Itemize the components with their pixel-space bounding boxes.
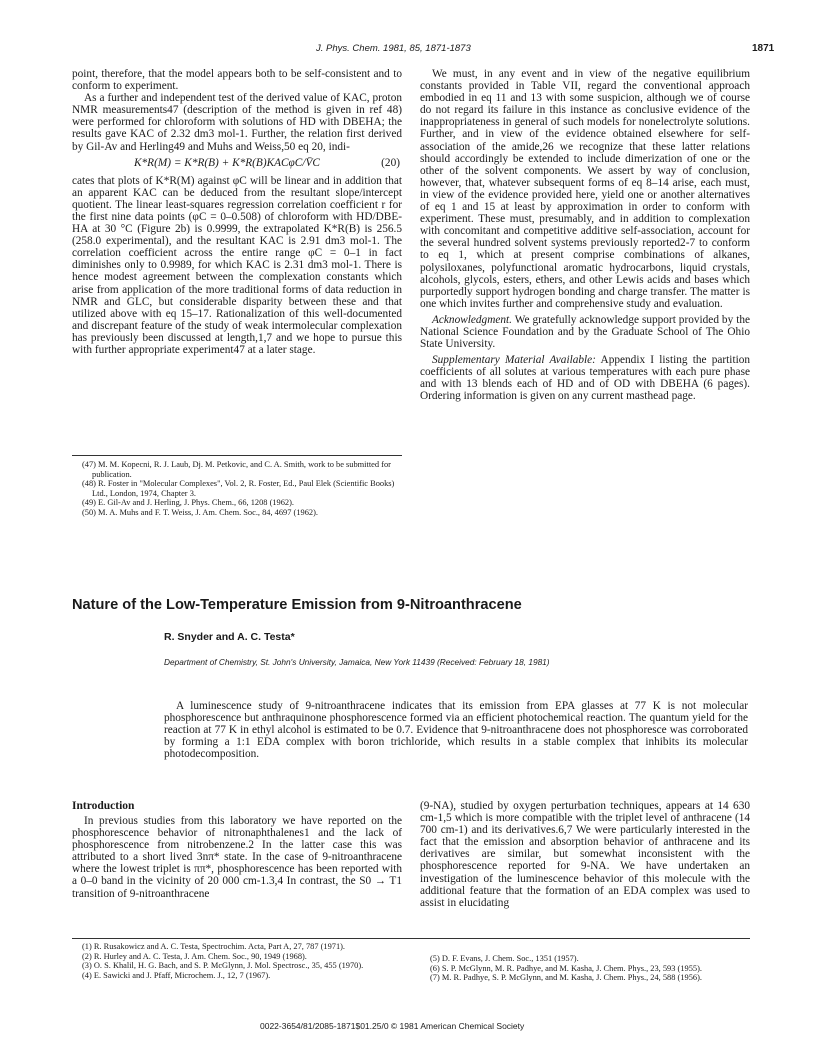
acknowledgment <box>420 314 750 350</box>
references-intro-left <box>82 942 402 980</box>
paragraph: As a further and independent test of the derived value of KAC, proton NMR measurements47 (description of the method is given in ref 48) were performed for chloroform with solutions of HD with DBEHA; the results gave KAC of 2.32 dm3 mol-1. Further, the relation first derived by Gil-Av and Herling49 and Muhs and Weiss,50 eq 20, indi- <box>72 92 402 153</box>
ack-text: We gratefully acknowledge support provided by the National Science Foundation and by the Graduate School of The Ohio State University. <box>420 313 750 351</box>
equation-block <box>72 155 402 173</box>
divider <box>72 938 750 939</box>
paragraph: point, therefore, that the model appears both to be self-consistent and to conform to experiment. <box>72 68 402 93</box>
affiliation: Department of Chemistry, St. John's University, Jamaica, New York 11439 (Received: February 18, 1981) <box>164 657 550 667</box>
copyright-footer: 0022-3654/81/2085-1871$01.25/0 © 1981 American Chemical Society <box>260 1021 525 1031</box>
abstract: A luminescence study of 9-nitroanthracene indicates that its emission from EPA glasses at 77 K is not molecular phosphorescence but anthraquinone phosphorescence formed via an efficient photochemical reaction. The quantum yield for the reaction at 77 K in ethyl alcohol is estimated to be 0.7. Evidence that 9-nitroanthracene does not phosphoresce was corroborated by forming a 1:1 EDA complex with boron trichloride, which results in a stable complex that inhibits its molecular photodecomposition. <box>164 700 748 761</box>
supp-text: Appendix I listing the partition coefficients of all solutes at various temperatures with each pure phase and with 13 blends each of HD and of OD with DBEHA (6 pages). Ordering information is given on any current masthead page. <box>420 354 751 403</box>
reference: (48) R. Foster in "Molecular Complexes", Vol. 2, R. Foster, Ed., Paul Elek (Scientific Books) Ltd., London, 1974, Chapter 3. <box>82 479 395 498</box>
article-title: Nature of the Low-Temperature Emission from 9-Nitroanthracene <box>72 597 522 613</box>
reference: (5) D. F. Evans, J. Chem. Soc., 1351 (1957). <box>430 954 579 963</box>
section-heading: Introduction <box>72 800 135 812</box>
paragraph: (9-NA), studied by oxygen perturbation techniques, appears at 14 630 cm-1,5 which is more compatible with the triplet level of anthracene (14 700 cm-1) and its derivatives.6,7 We were particularly interested in the fact that the emission and absorption behavior of anthracene and its derivatives are similar, but somewhat inconsistent with the phosphorescence reported for 9-NA. We have undertaken an investigation of the luminescence behavior of this molecule with the additional feature that the formation of an EDA complex was used to assist in elucidating <box>420 800 750 909</box>
equation-number: (20) <box>381 156 400 169</box>
equation: K*R(M) = K*R(B) + K*R(B)KACφC/V̄C <box>134 156 320 169</box>
reference: (47) M. M. Kopecni, R. J. Laub, Dj. M. Petkovic, and C. A. Smith, work to be submitted for publication. <box>82 460 391 479</box>
paragraph: In previous studies from this laboratory we have reported on the phosphorescence behavior of nitronaphthalenes1 and the lack of phosphorescence from nitrobenzene.2 In the latter case this was attributed to a short lived 3nπ* state. In the case of 9-nitroanthracene where the lowest triplet is ππ*, phosphorescence has been reported with a 0–0 band in the vicinity of 20 000 cm-1.3,4 In contrast, the S0 → T1 transition of 9-nitroanthracene <box>72 815 402 900</box>
intro-right <box>420 800 750 909</box>
intro-left <box>72 815 402 900</box>
reference: (50) M. A. Muhs and F. T. Weiss, J. Am. Chem. Soc., 84, 4697 (1962). <box>82 507 318 517</box>
supp-label: Supplementary Material Available: <box>432 354 596 367</box>
paragraph: cates that plots of K*R(M) against φC will be linear and in addition that an apparent KAC can be deduced from the resultant slope/intercept quotient. The linear least-squares regression correlation coefficient r for the first nine data points (φC = 0–0.508) of chloroform with HD/DBE-HA at 30 °C (Figure 2b) is 0.9999, the extrapolated K*R(B) is 256.5 (258.0 experimental), and the resultant KAC is 2.91 dm3 mol-1. The correlation coefficient across the entire range φC = 0–1 in fact diminishes only to 0.9989, for which KAC is 2.31 dm3 mol-1. There is hence modest agreement between the complexation constants which arise from application of the more traditional forms of data reduction in NMR and GLC, but considerable disparity between these and that utilized above with eq 15–17. Rationalization of this well-documented and discrepant feature of the study of weak intermolecular complexation has previously been discussed at length,1,7 and we hope to pursue this with further appropriate experiment47 at a later stage. <box>72 174 402 356</box>
ack-label: Acknowledgment. <box>432 313 512 326</box>
left-column <box>72 68 402 356</box>
reference: (3) O. S. Khalil, H. G. Bach, and S. P. McGlynn, J. Mol. Spectrosc., 35, 455 (1970). <box>82 961 364 971</box>
references-left <box>82 460 402 518</box>
reference: (2) R. Hurley and A. C. Testa, J. Am. Chem. Soc., 90, 1949 (1968). <box>82 951 307 961</box>
paragraph: We must, in any event and in view of the negative equilibrium constants provided in Table VII, regard the conventional approach embodied in eq 11 and 13 with some suspicion, although we of course do not regard its failure in this instance as conclusive evidence of the inappropriateness in general of such models for nonelectrolyte solutions. Further, and in view of the evidence obtained elsewhere for self-association of the amide,26 we recognize that these latter relations should accordingly be extended to include dimerization of one or the other of the solvent components. We assert by way of conclusion, however, that, whatever subsequent forms of eq 8–14 arise, each must, in view of the evidence provided here, yield one or another alternatives of eq 1 and 15 at least by approximation in order to conform with experiment. These must, presumably, and in addition to complexation with concomitant and competitive additive self-association, account for the several hundred solvent systems previously reported2-7 to conform to eq 1, which at present comprise combinations of alkanes, polysiloxanes, polyfunctional aromatic hydrocarbons, liquid crystals, alcohols, glycols, esters, ethers, and other Lewis acids and bases which purportedly support hydrogen bonding and charge transfer. The matter is one which invites further and comprehensive study and evaluation. <box>420 68 750 310</box>
reference: (4) E. Sawicki and J. Pfaff, Microchem. J., 12, 7 (1967). <box>82 970 271 980</box>
reference: (7) M. R. Padhye, S. P. McGlynn, and M. Kasha, J. Chem. Phys., 24, 588 (1956). <box>430 973 702 983</box>
reference: (6) S. P. McGlynn, M. R. Padhye, and M. Kasha, J. Chem. Phys., 23, 593 (1955). <box>430 963 702 973</box>
reference: (1) R. Rusakowicz and A. C. Testa, Spectrochim. Acta, Part A, 27, 787 (1971). <box>82 942 346 951</box>
page-number: 1871 <box>752 43 775 54</box>
right-column <box>420 68 750 403</box>
reference: (49) E. Gil-Av and J. Herling, J. Phys. Chem., 66, 1208 (1962). <box>82 498 294 508</box>
divider <box>72 455 402 456</box>
supplementary <box>420 354 750 402</box>
references-intro-right <box>430 954 750 983</box>
authors: R. Snyder and A. C. Testa* <box>164 631 295 643</box>
journal-header: J. Phys. Chem. 1981, 85, 1871-1873 <box>316 43 471 54</box>
